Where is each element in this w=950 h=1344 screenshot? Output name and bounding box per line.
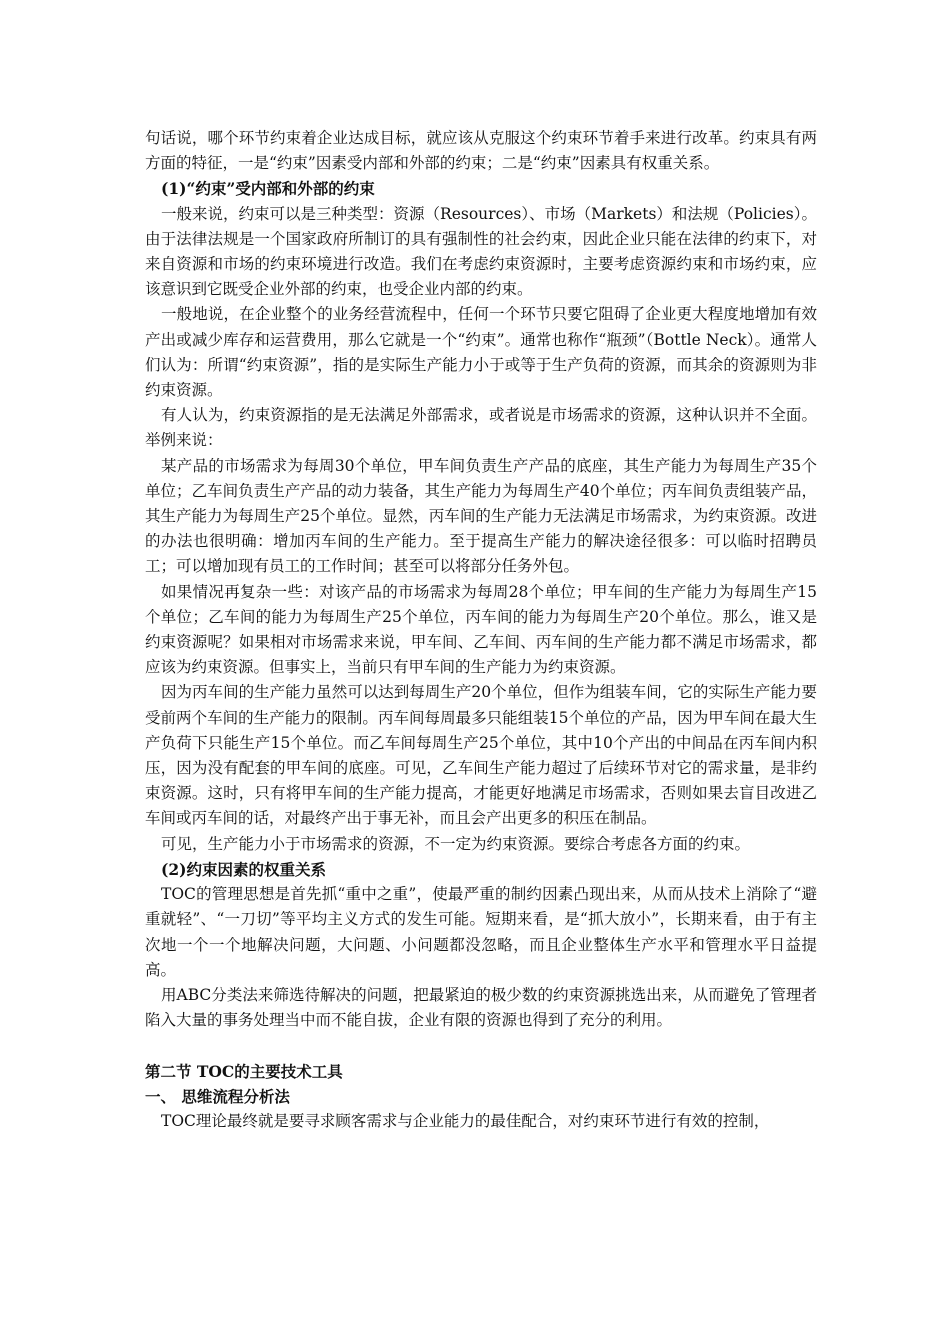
paragraph-continued: 句话说，哪个环节约束着企业达成目标，就应该从克服这个约束环节着手来进行改革。约束具有两方面的特征，一是“约束”因素受内部和外部的约束；二是“约束”因素具有权重关系。 bbox=[145, 129, 817, 173]
paragraph: 一般地说，在企业整个的业务经营流程中，任何一个环节只要它阻碍了企业更大程度地增加有效产出或减少库存和运营费用，那么它就是一个“约束”。通常也称作“瓶颈”（Bottle Neck）。通常人们认为：所谓“约束资源”，指的是实际生产能力小于或等于生产负荷的资源，而其余的资源则为非约束资源。 bbox=[145, 305, 817, 400]
sub-heading-internal-external: (1)“约束”受内部和外部的约束 bbox=[161, 179, 375, 199]
section-title: 第二节 TOC的主要技术工具 bbox=[145, 1061, 343, 1081]
paragraph: 某产品的市场需求为每周30个单位，甲车间负责生产产品的底座，其生产能力为每周生产35个单位；乙车间负责生产产品的动力装备，其生产能力为每周生产40个单位；丙车间负责组装产品，其生产能力为每周生产25个单位。显然，丙车间的生产能力无法满足市场需求，为约束资源。改进的办法也很明确：增加丙车间的生产能力。至于提高生产能力的解决途径很多：可以临时招聘员工；可以增加现有员工的工作时间；甚至可以将部分任务外包。 bbox=[145, 456, 817, 576]
paragraph: 一般来说，约束可以是三种类型：资源（Resources）、市场（Markets）和法规（Policies）。由于法律法规是一个国家政府所制订的具有强制性的社会约束，因此企业只能在法律的约束下，对来自资源和市场的约束环境进行改造。我们在考虑约束资源时，主要考虑资源约束和市场约束，应该意识到它既受企业外部的约束，也受企业内部的约束。 bbox=[145, 204, 817, 299]
sub-heading-weight-relation: (2)约束因素的权重关系 bbox=[161, 859, 326, 879]
paragraph: 有人认为，约束资源指的是无法满足外部需求，或者说是市场需求的资源，这种认识并不全面。举例来说： bbox=[145, 406, 817, 450]
paragraph: 因为丙车间的生产能力虽然可以达到每周生产20个单位，但作为组装车间，它的实际生产能力要受前两个车间的生产能力的限制。丙车间每周最多只能组装15个单位的产品，因为甲车间在最大生产负荷下只能生产15个单位。而乙车间每周生产25个单位，其中10个产出的中间品在丙车间内积压，因为没有配套的甲车间的底座。可见，乙车间生产能力超过了后续环节对它的需求量，是非约束资源。这时，只有将甲车间的生产能力提高，才能更好地满足市场需求，否则如果去盲目改进乙车间或丙车间的话，对最终产出于事无补，而且会产出更多的积压在制品。 bbox=[145, 683, 817, 828]
section-subtitle: 一、 思维流程分析法 bbox=[145, 1086, 290, 1106]
paragraph: TOC理论最终就是要寻求顾客需求与企业能力的最佳配合，对约束环节进行有效的控制， bbox=[161, 1111, 770, 1130]
paragraph: 可见，生产能力小于市场需求的资源，不一定为约束资源。要综合考虑各方面的约束。 bbox=[161, 834, 751, 853]
document-body bbox=[145, 126, 817, 1134]
paragraph: 如果情况再复杂一些：对该产品的市场需求为每周28个单位；甲车间的生产能力为每周生产15个单位；乙车间的能力为每周生产25个单位，丙车间的能力为每周生产20个单位。那么，谁又是约束资源呢？如果相对市场需求来说，甲车间、乙车间、丙车间的生产能力都不满足市场需求，都应该为约束资源。但事实上，当前只有甲车间的生产能力为约束资源。 bbox=[145, 582, 817, 677]
paragraph: 用ABC分类法来筛选待解决的问题，把最紧迫的极少数的约束资源挑选出来，从而避免了管理者陷入大量的事务处理当中而不能自拔，企业有限的资源也得到了充分的利用。 bbox=[145, 985, 817, 1030]
paragraph: TOC的管理思想是首先抓“重中之重”，使最严重的制约因素凸现出来，从而从技术上消除了“避重就轻”、“一刀切”等平均主义方式的发生可能。短期来看，是“抓大放小”，长期来看，由于有主次地一个一个地解决问题，大问题、小问题都没忽略，而且企业整体生产水平和管理水平日益提高。 bbox=[145, 885, 817, 979]
